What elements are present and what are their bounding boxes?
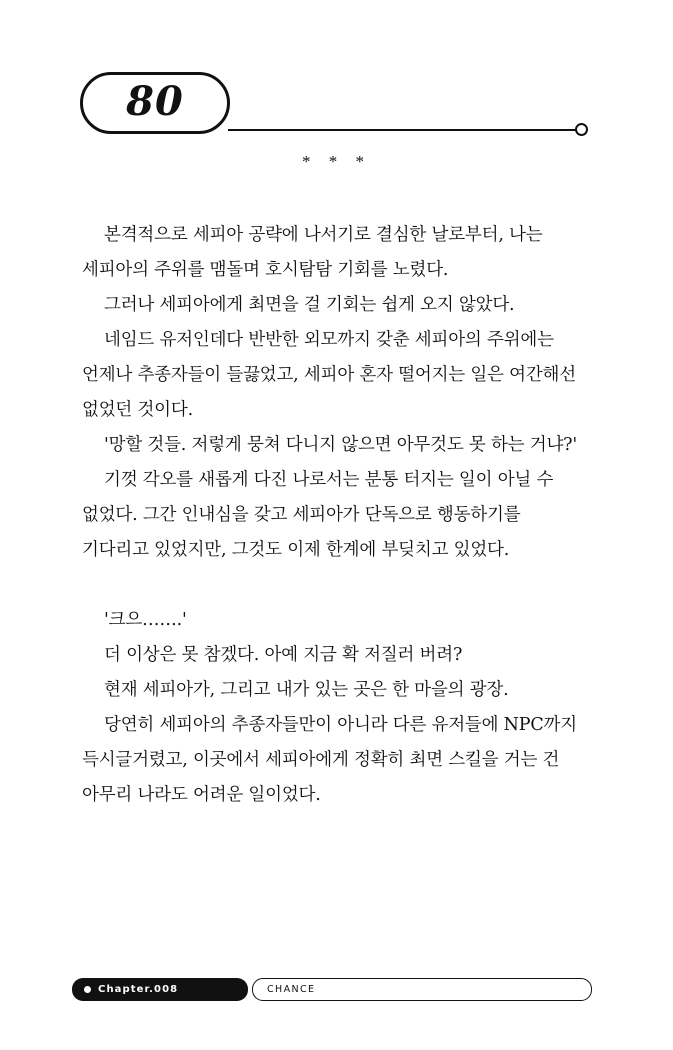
chapter-heading [80, 72, 590, 138]
footer-title-tag [252, 978, 592, 1001]
page-footer [0, 978, 673, 1012]
paragraph: 기껏 각오를 새롭게 다진 나로서는 분통 터지는 일이 아닐 수 없었다. 그간 인내심을 갖고 세피아가 단독으로 행동하기를 기다리고 있었지만, 그것도 이제 한계에 부딪치고 있었다. [82, 470, 554, 560]
paragraph: '망할 것들. 저렇게 뭉쳐 다니지 않으면 아무것도 못 하는 거냐?' [104, 435, 577, 455]
chapter-rule-end-dot-icon [575, 123, 588, 136]
paragraph: 네임드 유저인데다 반반한 외모까지 갖춘 세피아의 주위에는 언제나 추종자들이 들끓었고, 세피아 혼자 떨어지는 일은 여간해선 없었던 것이다. [82, 330, 576, 420]
paragraph: '크으…….' [104, 610, 187, 630]
chapter-number: 80 [126, 78, 184, 125]
paragraph: 당연히 세피아의 추종자들만이 아니라 다른 유저들에 NPC까지 득시글거렸고, 이곳에서 세피아에게 정확히 최면 스킬을 거는 건 아무리 나라도 어려운 일이었다. [82, 715, 577, 805]
bullet-icon [84, 986, 91, 993]
footer-chapter-title: CHANCE [267, 984, 316, 995]
scene-divider: * * * [302, 152, 371, 171]
chapter-rule-line [228, 129, 580, 131]
body-text [82, 218, 590, 813]
paragraph: 현재 세피아가, 그리고 내가 있는 곳은 한 마을의 광장. [104, 680, 509, 700]
footer-chapter-tag [72, 978, 248, 1001]
paragraph: 그러나 세피아에게 최면을 걸 기회는 쉽게 오지 않았다. [104, 295, 515, 315]
paragraph: 본격적으로 세피아 공략에 나서기로 결심한 날로부터, 나는 세피아의 주위를 맴돌며 호시탐탐 기회를 노렸다. [82, 225, 543, 280]
footer-chapter-label: Chapter.008 [98, 984, 179, 995]
paragraph: 더 이상은 못 참겠다. 아예 지금 확 저질러 버려? [104, 645, 463, 665]
chapter-number-badge [80, 72, 230, 134]
